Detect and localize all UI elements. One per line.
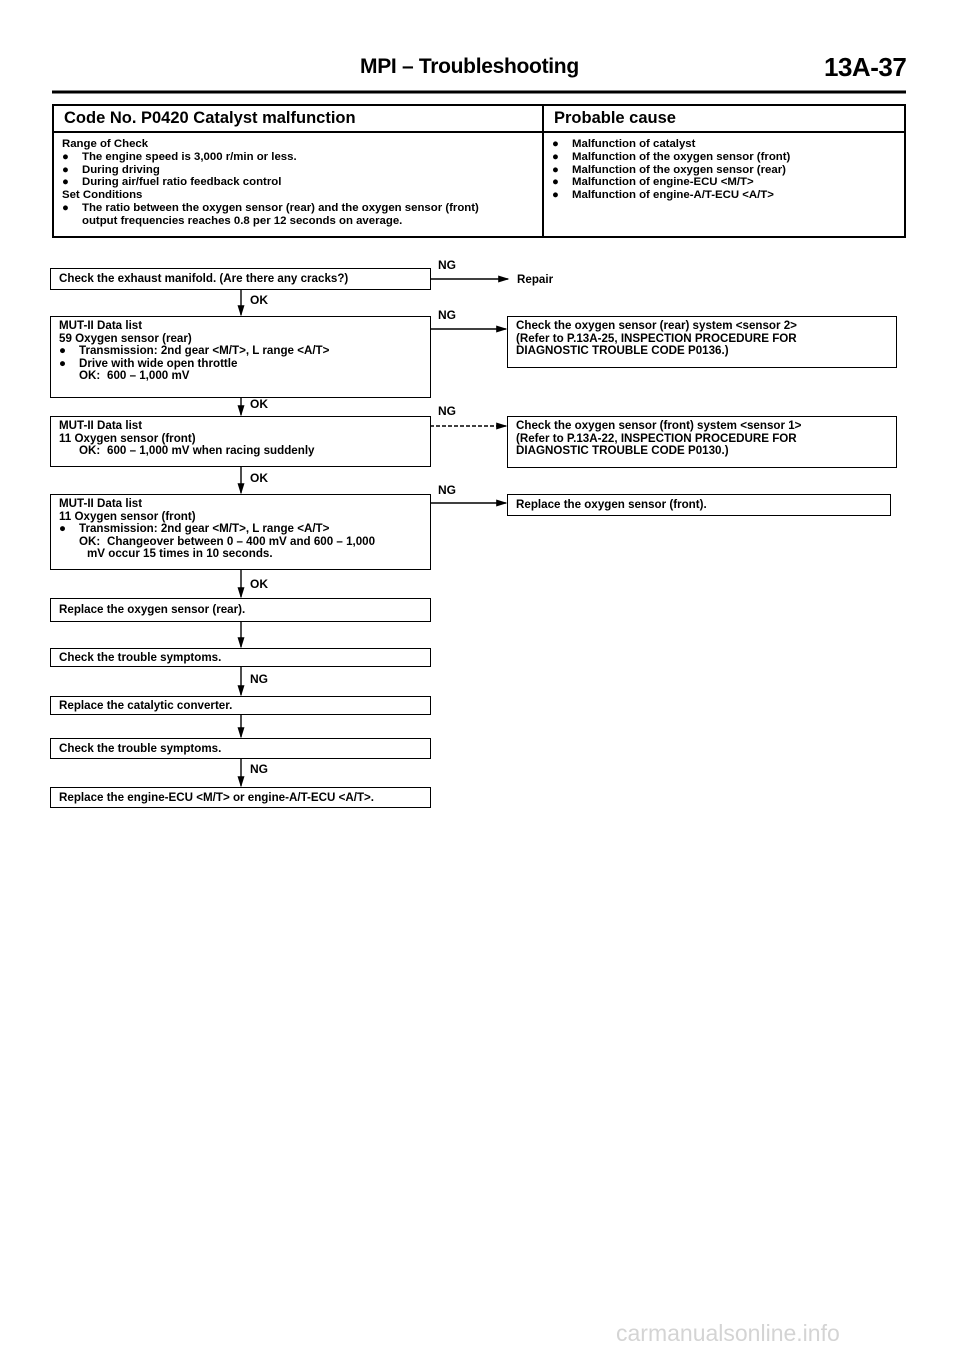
ok-label: OK <box>250 471 268 485</box>
action-line: DIAGNOSTIC TROUBLE CODE P0130.) <box>516 444 729 457</box>
step-mut-data-list-rear-sensor <box>50 316 431 398</box>
ok-label: OK <box>250 577 268 591</box>
bullet-icon: ● <box>62 176 69 189</box>
bullet-icon: ● <box>552 189 559 202</box>
condition-item: ● Transmission: 2nd gear <M/T>, L range <A/T> <box>59 344 330 357</box>
data-list-title: MUT-II Data list <box>59 497 143 510</box>
bullet-icon: ● <box>59 356 67 370</box>
probable-cause-title: Probable cause <box>543 105 905 132</box>
bullet-icon: ● <box>59 522 67 535</box>
bullet-icon: ● <box>552 176 559 189</box>
cause-item: ● Malfunction of engine-ECU <M/T> <box>552 176 754 189</box>
cause-item: ● Malfunction of the oxygen sensor (front) <box>552 150 791 163</box>
code-title: Code No. P0420 Catalyst malfunction <box>53 105 543 132</box>
step-text: Check the trouble symptoms. <box>59 742 222 755</box>
repair-action: Repair <box>517 273 554 286</box>
step-mut-data-list-front-changeover <box>50 494 431 570</box>
bullet-icon: ● <box>62 201 69 214</box>
ng-label: NG <box>438 308 456 322</box>
ok-label: OK <box>250 397 268 411</box>
step-replace-engine-ecu <box>50 787 431 808</box>
step-text: Replace the oxygen sensor (rear). <box>59 603 246 616</box>
data-list-item: 59 Oxygen sensor (rear) <box>59 331 192 345</box>
page-number: 13A-37 <box>824 52 907 82</box>
watermark: carmanualsonline.info <box>616 1320 840 1346</box>
ok-criterion: OK: 600 – 1,000 mV <box>79 369 190 382</box>
condition-item: ● Drive with wide open throttle <box>59 356 238 370</box>
range-item: ● During driving <box>62 163 160 176</box>
step-text: Check the exhaust manifold. (Are there any cracks?) <box>59 272 349 285</box>
step-replace-rear-sensor <box>50 598 431 622</box>
action-line: (Refer to P.13A-25, INSPECTION PROCEDURE FOR <box>516 331 797 345</box>
set-condition-item-cont: output frequencies reaches 0.8 per 12 seconds on average. <box>82 214 403 227</box>
ok-criterion-cont: mV occur 15 times in 10 seconds. <box>87 547 273 560</box>
cause-item: ● Malfunction of the oxygen sensor (rear) <box>552 163 786 176</box>
action-line: Check the oxygen sensor (rear) system <sensor 2> <box>516 319 797 332</box>
cause-item: ● Malfunction of engine-A/T-ECU <A/T> <box>552 189 774 202</box>
data-list-item: 11 Oxygen sensor (front) <box>59 509 196 523</box>
action-line: Check the oxygen sensor (front) system <sensor 1> <box>516 419 802 432</box>
step-text: Check the trouble symptoms. <box>59 651 222 664</box>
action-check-front-sensor-system <box>507 416 897 468</box>
range-item: ● During air/fuel ratio feedback control <box>62 176 282 189</box>
data-list-title: MUT-II Data list <box>59 419 143 432</box>
bullet-icon: ● <box>552 150 559 163</box>
action-line: Replace the oxygen sensor (front). <box>516 498 707 511</box>
step-text: Replace the engine-ECU <M/T> or engine-A/T-ECU <A/T>. <box>59 791 375 804</box>
ng-label: NG <box>438 258 456 272</box>
ng-label: NG <box>250 672 268 686</box>
action-replace-front-sensor <box>507 494 891 516</box>
ok-label: OK <box>250 293 268 307</box>
range-of-check-label: Range of Check <box>62 138 149 150</box>
page-title: MPI – Troubleshooting <box>360 55 579 78</box>
cause-item: ● Malfunction of catalyst <box>552 138 696 150</box>
set-conditions-label: Set Conditions <box>62 189 143 202</box>
step-check-trouble-symptoms <box>50 648 431 667</box>
data-list-title: MUT-II Data list <box>59 319 143 332</box>
ok-criterion: OK: 600 – 1,000 mV when racing suddenly <box>79 444 315 457</box>
step-check-exhaust-manifold <box>50 268 431 290</box>
set-condition-item: ● The ratio between the oxygen sensor (rear) and the oxygen sensor (front) <box>62 201 479 214</box>
data-list-item: 11 Oxygen sensor (front) <box>59 431 196 445</box>
ng-label: NG <box>438 404 456 418</box>
action-line: (Refer to P.13A-22, INSPECTION PROCEDURE FOR <box>516 431 797 445</box>
ng-label: NG <box>438 483 456 497</box>
condition-item: ● Transmission: 2nd gear <M/T>, L range <A/T> <box>59 522 330 535</box>
bullet-icon: ● <box>552 138 559 150</box>
step-text: Replace the catalytic converter. <box>59 699 233 712</box>
step-check-trouble-symptoms-2 <box>50 738 431 759</box>
action-line: DIAGNOSTIC TROUBLE CODE P0136.) <box>516 344 729 357</box>
step-mut-data-list-front-racing <box>50 416 431 467</box>
ok-criterion: OK: Changeover between 0 – 400 mV and 600 – 1,000 <box>79 534 376 548</box>
step-replace-catalytic-converter <box>50 696 431 715</box>
action-check-rear-sensor-system <box>507 316 897 368</box>
ng-label: NG <box>250 762 268 776</box>
bullet-icon: ● <box>59 344 67 357</box>
range-item: ● The engine speed is 3,000 r/min or less. <box>62 150 297 163</box>
bullet-icon: ● <box>62 150 69 163</box>
bullet-icon: ● <box>552 163 559 176</box>
bullet-icon: ● <box>62 163 69 176</box>
